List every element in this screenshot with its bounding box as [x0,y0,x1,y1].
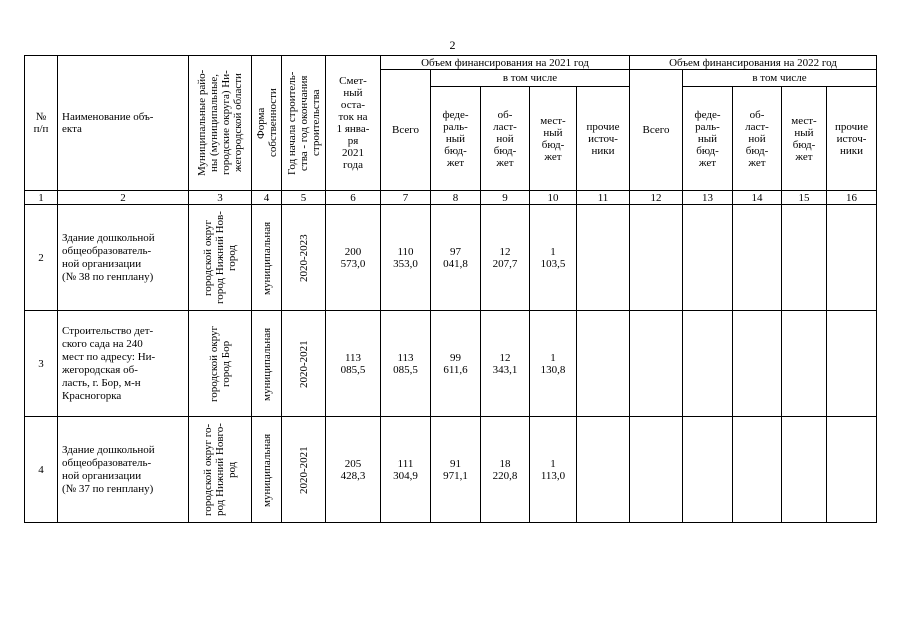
header-federal-2021: феде- раль- ный бюд- жет [431,87,481,191]
balance-value: 113 085,5 [326,311,381,417]
ownership-text: муниципальная [260,220,273,295]
district-text: городской округ город Бор [208,325,232,402]
column-number: 5 [282,191,326,205]
header-incl-2022: в том числе [683,70,877,87]
other-2022-value [827,205,877,311]
local-2022-value [782,205,827,311]
header-regional-2022: об- ласт- ной бюд- жет [733,87,782,191]
regional-2021-value: 18 220,8 [481,417,530,523]
regional-2021-value: 12 207,7 [481,205,530,311]
header-balance: Смет- ный оста- ток на 1 янва- ря 2021 года [326,56,381,191]
object-name: Здание дошкольной общеобразователь- ной организации (№ 37 по генплану) [58,417,189,523]
column-number: 11 [577,191,630,205]
years-cell [282,311,326,417]
regional-2022-value [733,311,782,417]
federal-2022-value [683,311,733,417]
total-2022-value [630,417,683,523]
column-number: 6 [326,191,381,205]
other-2021-value [577,205,630,311]
other-2021-value [577,311,630,417]
regional-2022-value [733,417,782,523]
column-number: 7 [381,191,431,205]
federal-2021-value: 91 971,1 [431,417,481,523]
column-number: 15 [782,191,827,205]
regional-2021-value: 12 343,1 [481,311,530,417]
header-district-text: Муниципальные райо- ны (муниципальные, городские округа) Ни- жегородской области [196,69,244,177]
column-number: 16 [827,191,877,205]
header-num: № п/п [25,56,58,191]
row-num: 2 [25,205,58,311]
ownership-text: муниципальная [260,432,273,507]
balance-value: 205 428,3 [326,417,381,523]
ownership-cell [252,205,282,311]
total-2022-value [630,311,683,417]
column-number: 4 [252,191,282,205]
object-name: Здание дошкольной общеобразователь- ной организации (№ 38 по генплану) [58,205,189,311]
table-row [25,417,877,523]
header-fin-2021: Объем финансирования на 2021 год [381,56,630,70]
district-cell [189,311,252,417]
header-years [282,56,326,191]
years-cell [282,417,326,523]
table-row [25,205,877,311]
federal-2021-value: 97 041,8 [431,205,481,311]
header-ownership-text: Форма собственности [254,88,279,158]
header-local-2021: мест- ный бюд- жет [530,87,577,191]
header-other-2022: прочие источ- ники [827,87,877,191]
local-2022-value [782,311,827,417]
header-name: Наименование объ- екта [58,56,189,191]
years-text: 2020-2021 [297,339,310,388]
other-2022-value [827,417,877,523]
ownership-cell [252,417,282,523]
local-2022-value [782,417,827,523]
column-number: 12 [630,191,683,205]
column-number: 3 [189,191,252,205]
row-num: 3 [25,311,58,417]
column-number: 2 [58,191,189,205]
column-number: 9 [481,191,530,205]
column-number: 10 [530,191,577,205]
column-number: 1 [25,191,58,205]
header-total-2021: Всего [381,70,431,191]
years-text: 2020-2021 [297,445,310,494]
header-incl-2021: в том числе [431,70,630,87]
column-number: 13 [683,191,733,205]
other-2021-value [577,417,630,523]
total-2021-value: 111 304,9 [381,417,431,523]
years-cell [282,205,326,311]
ownership-cell [252,311,282,417]
header-fin-2022: Объем финансирования на 2022 год [630,56,877,70]
district-cell [189,205,252,311]
ownership-text: муниципальная [260,326,273,401]
local-2021-value: 1 103,5 [530,205,577,311]
district-text: городской округ го- род Нижний Новго- род [202,423,238,516]
object-name: Строительство дет- ского сада на 240 мест по адресу: Ни- жегородская об- ласть, г. Бор, м-н Красногорка [58,311,189,417]
local-2021-value: 1 113,0 [530,417,577,523]
column-number-row [25,191,877,205]
column-number: 8 [431,191,481,205]
table-row [25,311,877,417]
total-2021-value: 113 085,5 [381,311,431,417]
district-cell [189,417,252,523]
years-text: 2020-2023 [297,233,310,282]
district-text: городской округ город Нижний Нов- город [202,211,238,304]
header-district [189,56,252,191]
federal-2022-value [683,205,733,311]
federal-2021-value: 99 611,6 [431,311,481,417]
header-ownership [252,56,282,191]
balance-value: 200 573,0 [326,205,381,311]
header-federal-2022: феде- раль- ный бюд- жет [683,87,733,191]
header-total-2022: Всего [630,70,683,191]
total-2022-value [630,205,683,311]
row-num: 4 [25,417,58,523]
page-number: 2 [449,38,456,52]
header-regional-2021: об- ласт- ной бюд- жет [481,87,530,191]
financing-table [24,55,877,523]
total-2021-value: 110 353,0 [381,205,431,311]
header-local-2022: мест- ный бюд- жет [782,87,827,191]
regional-2022-value [733,205,782,311]
header-other-2021: прочие источ- ники [577,87,630,191]
federal-2022-value [683,417,733,523]
column-number: 14 [733,191,782,205]
header-years-text: Год начала строитель- ства - год окончания строительства [285,71,322,175]
local-2021-value: 1 130,8 [530,311,577,417]
other-2022-value [827,311,877,417]
